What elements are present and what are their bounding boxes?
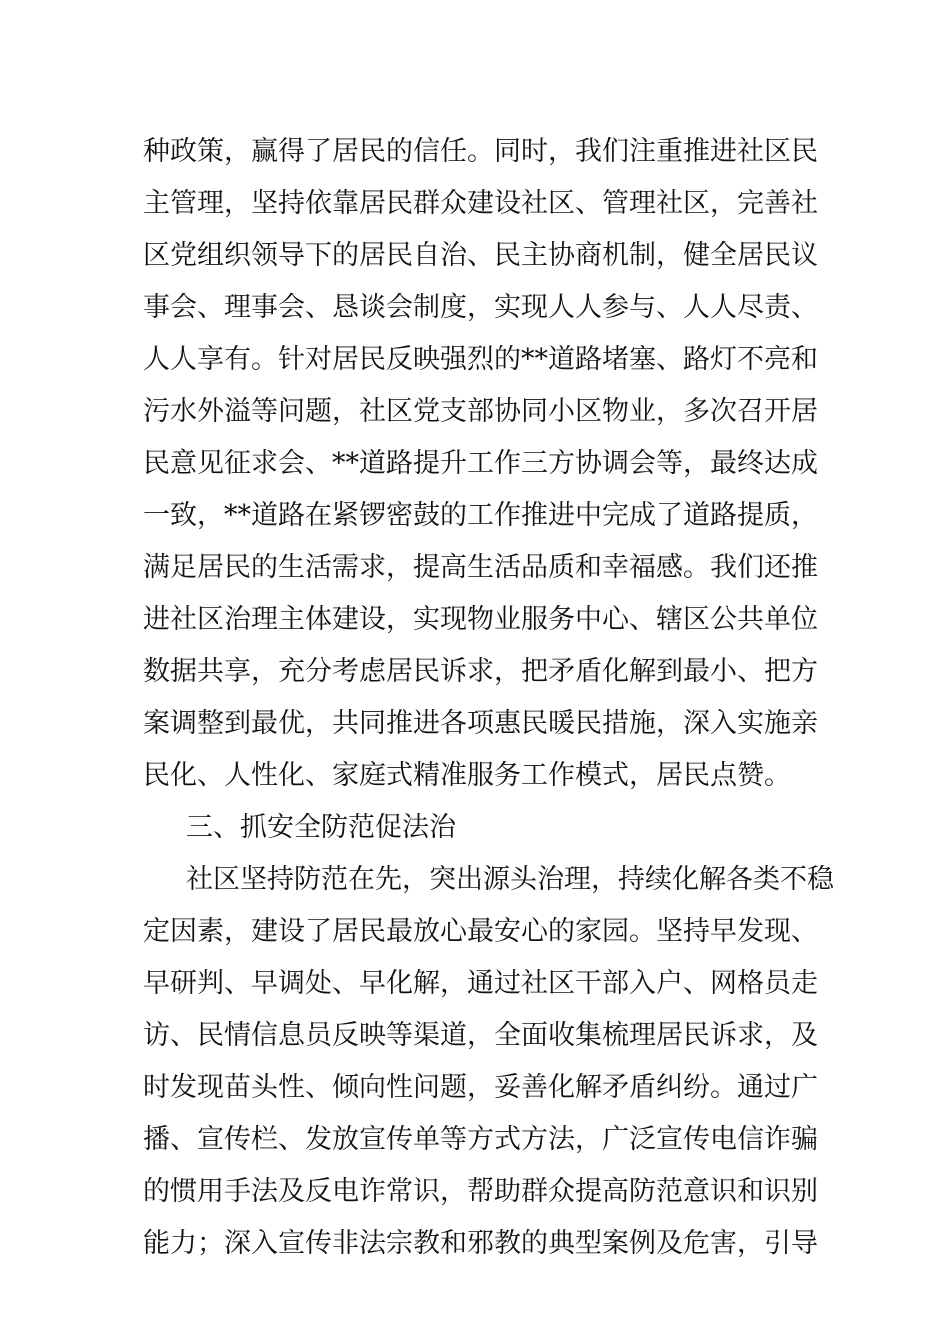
paragraph-2-line-6: 播、宣传栏、发放宣传单等方式方法，广泛宣传电信诈骗	[143, 1124, 818, 1155]
paragraph-1-line-12: 案调整到最优，共同推进各项惠民暖民措施，深入实施亲	[143, 708, 818, 739]
paragraph-1-line-6: 污水外溢等问题，社区党支部协同小区物业，多次召开居	[143, 396, 818, 427]
paragraph-1-line-1: 种政策，赢得了居民的信任。同时，我们注重推进社区民	[143, 136, 818, 167]
paragraph-2-line-1: 社区坚持防范在先，突出源头治理，持续化解各类不稳	[186, 864, 834, 895]
paragraph-1-line-7: 民意见征求会、**道路提升工作三方协调会等，最终达成	[143, 448, 818, 479]
paragraph-1-line-10: 进社区治理主体建设，实现物业服务中心、辖区公共单位	[143, 604, 818, 635]
paragraph-1-line-2: 主管理，坚持依靠居民群众建设社区、管理社区，完善社	[143, 188, 818, 219]
paragraph-1-line-5: 人人享有。针对居民反映强烈的**道路堵塞、路灯不亮和	[143, 344, 818, 375]
paragraph-1-line-9: 满足居民的生活需求，提高生活品质和幸福感。我们还推	[143, 552, 818, 583]
paragraph-1-line-13: 民化、人性化、家庭式精准服务工作模式，居民点赞。	[143, 760, 791, 791]
paragraph-2-line-4: 访、民情信息员反映等渠道，全面收集梳理居民诉求，及	[143, 1020, 818, 1051]
paragraph-2-line-7: 的惯用手法及反电诈常识，帮助群众提高防范意识和识别	[143, 1176, 818, 1207]
paragraph-1-line-3: 区党组织领导下的居民自治、民主协商机制，健全居民议	[143, 240, 818, 271]
paragraph-1-line-11: 数据共享，充分考虑居民诉求，把矛盾化解到最小、把方	[143, 656, 818, 687]
paragraph-2-line-5: 时发现苗头性、倾向性问题，妥善化解矛盾纠纷。通过广	[143, 1072, 818, 1103]
paragraph-2-line-3: 早研判、早调处、早化解，通过社区干部入户、网格员走	[143, 968, 818, 999]
paragraph-2-line-8: 能力；深入宣传非法宗教和邪教的典型案例及危害，引导	[143, 1228, 818, 1259]
section-heading: 三、抓安全防范促法治	[186, 812, 456, 843]
paragraph-2-line-2: 定因素，建设了居民最放心最安心的家园。坚持早发现、	[143, 916, 818, 947]
paragraph-1-line-4: 事会、理事会、恳谈会制度，实现人人参与、人人尽责、	[143, 292, 818, 323]
paragraph-1-line-8: 一致，**道路在紧锣密鼓的工作推进中完成了道路提质，	[143, 500, 818, 531]
